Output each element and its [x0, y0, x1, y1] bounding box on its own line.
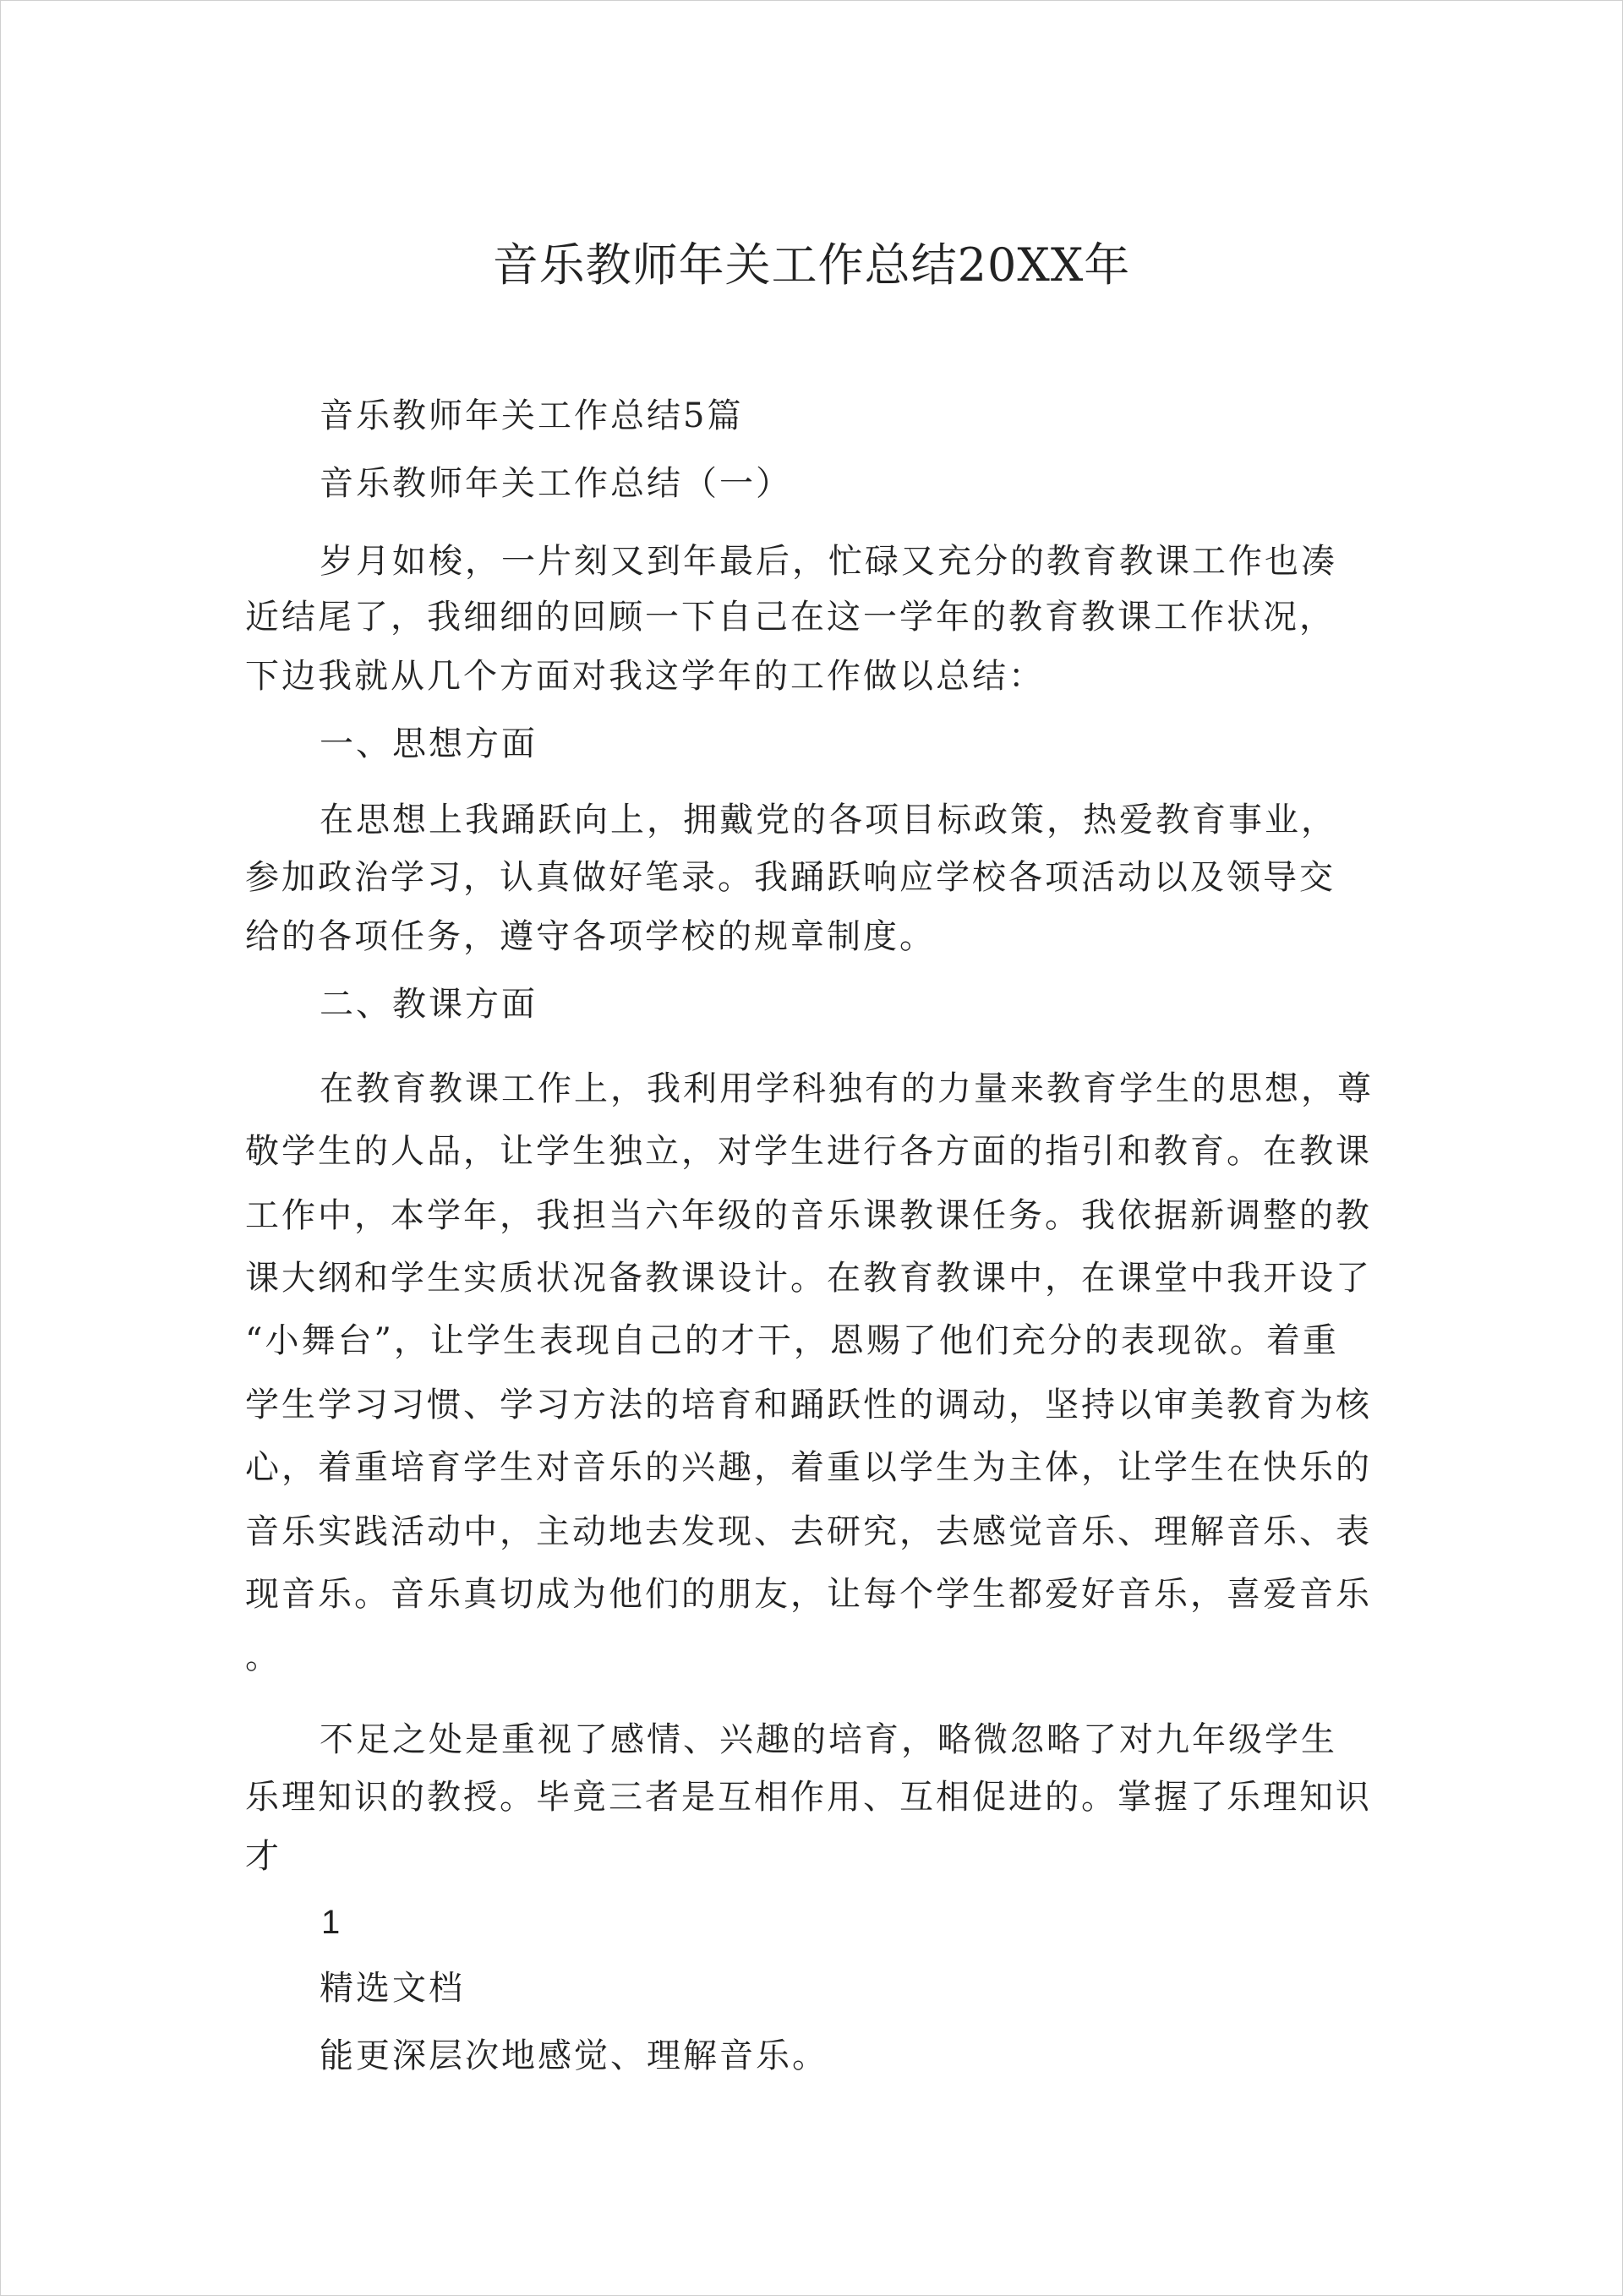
paragraph-line: 在教育教课工作上，我利用学科独有的力量来教育学生的思想，尊 — [320, 1069, 1374, 1108]
paragraph-line: 音乐实践活动中，主动地去发现、去研究，去感觉音乐、理解音乐、表 — [245, 1512, 1372, 1551]
paragraph-line: 给的各项任务，遵守各项学校的规章制度。 — [245, 917, 936, 956]
document-subtitle: 音乐教师年关工作总结5篇 — [320, 396, 744, 435]
section-title: 音乐教师年关工作总结（一） — [320, 464, 792, 503]
paragraph-line: “小舞台”，让学生表现自己的才干，恩赐了他们充分的表现欲。着重 — [245, 1321, 1339, 1360]
paragraph-line: 才 — [245, 1837, 281, 1876]
paragraph-line: 心，着重培育学生对音乐的兴趣，着重以学生为主体，让学生在快乐的 — [245, 1448, 1372, 1487]
heading-teaching: 二、教课方面 — [320, 985, 538, 1024]
paragraph-line: 下边我就从几个方面对我这学年的工作做以总结： — [245, 657, 1045, 696]
paragraph-line: 课大纲和学生实质状况备教课设计。在教育教课中，在课堂中我开设了 — [245, 1259, 1372, 1298]
paragraph-line: 参加政治学习，认真做好笔录。我踊跃响应学校各项活动以及领导交 — [245, 858, 1336, 897]
paragraph-line: 学生学习习惯、学习方法的培育和踊跃性的调动，坚持以审美教育为核 — [245, 1386, 1372, 1424]
document-title: 音乐教师年关工作总结20XX年 — [492, 238, 1131, 292]
heading-thought: 一、思想方面 — [320, 724, 538, 763]
page-number: 1 — [321, 1904, 343, 1941]
paragraph-line: 工作中，本学年，我担当六年级的音乐课教课任务。我依据新调整的教 — [245, 1196, 1372, 1235]
paragraph-line: 岁月如梭，一片刻又到年最后，忙碌又充分的教育教课工作也凑 — [320, 542, 1337, 581]
paragraph-line: 近结尾了，我细细的回顾一下自己在这一学年的教育教课工作状况， — [245, 598, 1336, 637]
paragraph-line: 在思想上我踊跃向上，拥戴党的各项目标政策，热爱教育事业， — [320, 801, 1337, 839]
paragraph-line: 不足之处是重视了感情、兴趣的培育，略微忽略了对九年级学生 — [320, 1720, 1337, 1759]
paragraph-line: 。 — [245, 1637, 281, 1676]
continuation-text: 能更深层次地感觉、理解音乐。 — [320, 2036, 828, 2075]
footer-label: 精选文档 — [320, 1969, 465, 2008]
paragraph-line: 乐理知识的教授。毕竟三者是互相作用、互相促进的。掌握了乐理知识 — [245, 1778, 1372, 1817]
paragraph-line: 敬学生的人品，让学生独立，对学生进行各方面的指引和教育。在教课 — [245, 1132, 1372, 1171]
paragraph-line: 现音乐。音乐真切成为他们的朋友，让每个学生都爱好音乐，喜爱音乐 — [245, 1575, 1372, 1614]
